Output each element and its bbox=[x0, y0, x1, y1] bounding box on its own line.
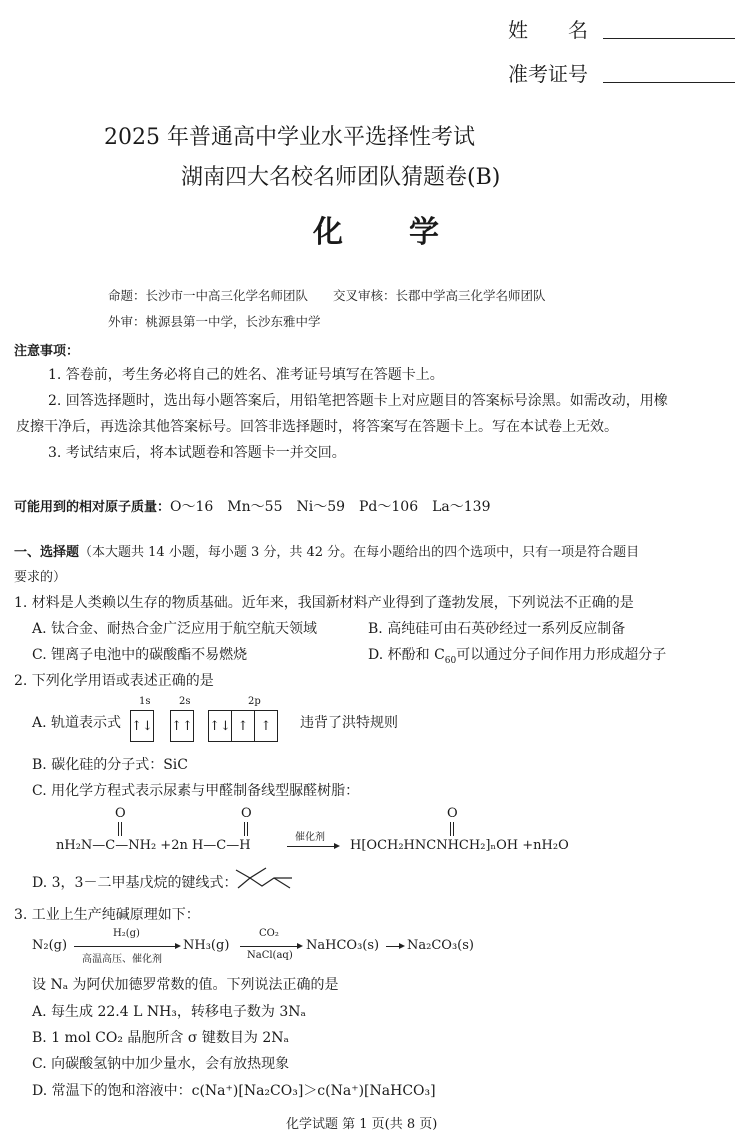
eq-oxygen-2: O bbox=[241, 806, 252, 821]
q3-species-nahco3: NaHCO₃(s) bbox=[306, 938, 380, 953]
eq-arrow bbox=[287, 846, 335, 847]
q3-species-n2: N₂(g) bbox=[32, 938, 68, 953]
name-blank bbox=[603, 38, 735, 39]
q1-option-c: C. 锂离子电池中的碳酸酯不易燃烧 bbox=[32, 647, 248, 663]
orbital-label-2s: 2s bbox=[179, 696, 191, 707]
q3-option-d: D. 常温下的饱和溶液中：c(Na⁺)[Na₂CO₃]＞c(Na⁺)[NaHCO₃] bbox=[32, 1083, 436, 1099]
orbital-cell-2p-3: ↑ bbox=[260, 718, 272, 734]
q3-arrow-1 bbox=[74, 946, 176, 947]
atomic-masses bbox=[14, 496, 490, 516]
subject-title: 化 学 bbox=[313, 215, 441, 250]
q3-option-c: C. 向碳酸氢钠中加少量水，会有放热现象 bbox=[32, 1056, 290, 1072]
q2-option-d: D. 3，3－二甲基戊烷的键线式： bbox=[32, 875, 238, 891]
exam-id-label: 准考证号 bbox=[508, 62, 588, 86]
eq-products: H[OCH₂HNCNHCH₂]ₙOH +nH₂O bbox=[350, 838, 569, 853]
eq-oxygen-3: O bbox=[447, 806, 458, 821]
q1-option-d bbox=[368, 644, 666, 666]
section-desc-cont: 要求的） bbox=[14, 570, 67, 585]
q3-arrowhead-3 bbox=[399, 943, 405, 949]
credits-line-2: 外审：桃源县第一中学，长沙东雅中学 bbox=[108, 314, 321, 329]
q3-option-a: A. 每生成 22.4 L NH₃，转移电子数为 3Nₐ bbox=[32, 1004, 306, 1020]
q3-arrow-3 bbox=[386, 946, 400, 947]
q2-option-a-post: 违背了洪特规则 bbox=[300, 715, 398, 731]
q1-option-d-pre: D. 杯酚和 C bbox=[368, 647, 445, 663]
exam-id-blank bbox=[603, 82, 735, 83]
orbital-label-1s: 1s bbox=[139, 696, 151, 707]
section-heading bbox=[14, 541, 639, 560]
eq-double-bond-3b bbox=[453, 822, 455, 836]
q1-stem: 1. 材料是人类赖以生存的物质基础。近年来，我国新材料产业得到了蓬勃发展，下列说法不正确的是 bbox=[14, 595, 634, 611]
q2-option-c: C. 用化学方程式表示尿素与甲醛制备线型脲醛树脂： bbox=[32, 783, 360, 799]
name-label: 姓 名 bbox=[508, 18, 588, 42]
eq-catalyst: 催化剂 bbox=[295, 832, 325, 843]
eq-double-bond-2 bbox=[244, 822, 246, 836]
eq-double-bond-1b bbox=[121, 822, 123, 836]
atomic-masses-label: 可能用到的相对原子质量： bbox=[14, 500, 171, 515]
q1-option-d-post: 可以通过分子间作用力形成超分子 bbox=[456, 647, 667, 663]
orbital-cell-2p-1: ↑↓ bbox=[209, 711, 232, 741]
page-footer: 化学试题 第 1 页(共 8 页) bbox=[286, 1117, 438, 1132]
q1-option-b: B. 高纯硅可由石英砂经过一系列反应制备 bbox=[368, 621, 626, 637]
q3-cond2-top: CO₂ bbox=[259, 928, 279, 939]
orbital-box-1s bbox=[130, 710, 154, 742]
exam-subtitle: 湖南四大名校名师团队猜题卷(B) bbox=[181, 165, 501, 190]
exam-title: 2025 年普通高中学业水平选择性考试 bbox=[104, 125, 475, 150]
q3-cond1-bottom: 高温高压、催化剂 bbox=[82, 954, 162, 965]
orbital-cell-2p-2: ↑ bbox=[232, 711, 255, 741]
notice-item-2b: 皮擦干净后，再选涂其他答案标号。回答非选择题时，将答案写在答题卡上。写在本试卷上无效。 bbox=[16, 419, 618, 435]
q3-given: 设 Nₐ 为阿伏加德罗常数的值。下列说法正确的是 bbox=[32, 977, 339, 993]
orbital-cell-1s: ↑↓ bbox=[131, 718, 153, 734]
eq-double-bond-3 bbox=[450, 822, 452, 836]
orbital-box-2p bbox=[208, 710, 278, 742]
q1-option-d-sub: 60 bbox=[444, 655, 457, 666]
eq-arrowhead bbox=[334, 843, 340, 849]
skeletal-formula-icon bbox=[234, 864, 296, 892]
q2-option-b: B. 碳化硅的分子式：SiC bbox=[32, 757, 188, 773]
q3-arrow-2 bbox=[240, 946, 298, 947]
q2-option-a-pre: A. 轨道表示式 bbox=[32, 715, 122, 731]
q3-species-na2co3: Na₂CO₃(s) bbox=[407, 938, 474, 953]
eq-double-bond-1 bbox=[118, 822, 120, 836]
q3-cond1-top: H₂(g) bbox=[113, 928, 140, 939]
q3-option-b: B. 1 mol CO₂ 晶胞所含 σ 键数目为 2Nₐ bbox=[32, 1030, 289, 1046]
notice-item-2a: 2. 回答选择题时，选出每小题答案后，用铅笔把答题卡上对应题目的答案标号涂黑。如需改动，用橡 bbox=[48, 393, 668, 409]
orbital-cell-2s: ↑↑ bbox=[171, 718, 193, 734]
q3-stem: 3. 工业上生产纯碱原理如下： bbox=[14, 907, 200, 923]
orbital-box-2s bbox=[170, 710, 194, 742]
q1-option-a: A. 钛合金、耐热合金广泛应用于航空航天领域 bbox=[32, 621, 318, 637]
notice-item-1: 1. 答卷前，考生务必将自己的姓名、准考证号填写在答题卡上。 bbox=[48, 367, 444, 383]
q3-species-nh3: NH₃(g) bbox=[183, 938, 230, 953]
credits-line-1: 命题：长沙市一中高三化学名师团队 交叉审核：长郡中学高三化学名师团队 bbox=[108, 288, 546, 303]
eq-reactants: nH₂N—C—NH₂ +2n H—C—H bbox=[56, 838, 251, 853]
section-title: 一、选择题 bbox=[14, 545, 80, 560]
q3-arrowhead-2 bbox=[297, 943, 303, 949]
eq-double-bond-2b bbox=[247, 822, 249, 836]
q3-arrowhead-1 bbox=[175, 943, 181, 949]
notice-heading: 注意事项： bbox=[14, 344, 80, 359]
eq-oxygen-1: O bbox=[115, 806, 126, 821]
q2-stem: 2. 下列化学用语或表述正确的是 bbox=[14, 673, 214, 689]
notice-item-3: 3. 考试结束后，将本试题卷和答题卡一并交回。 bbox=[48, 445, 346, 461]
q3-cond2-bottom: NaCl(aq) bbox=[247, 950, 293, 961]
section-desc: （本大题共 14 小题，每小题 3 分，共 42 分。在每小题给出的四个选项中，只有一项是符合题目 bbox=[79, 545, 640, 560]
atomic-masses-values: O～16 Mn～55 Ni～59 Pd～106 La～139 bbox=[170, 499, 491, 515]
orbital-label-2p: 2p bbox=[248, 696, 261, 707]
